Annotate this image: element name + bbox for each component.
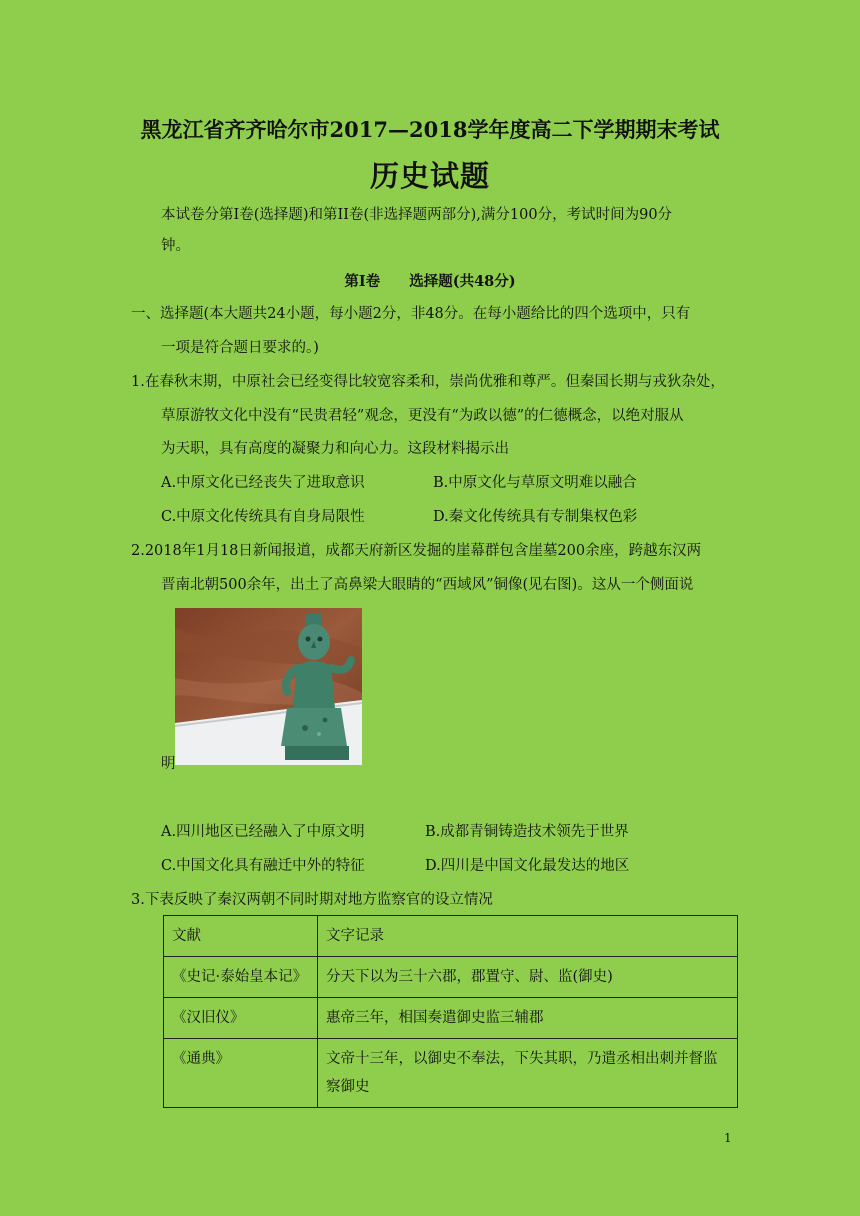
part-instructions-line-2: 一项是符合题日要求的。) [161, 340, 319, 356]
q1-stem-line-1: 1.在春秋末期，中原社会已经变得比较宽容柔和，崇尚优雅和尊严。但秦国长期与戎狄杂处， [131, 374, 725, 390]
q1-option-c: C.中原文化传统具有自身局限性 [161, 509, 365, 525]
bronze-figurine-photo [175, 608, 362, 765]
table-row [164, 957, 738, 998]
q2-stem-line-1: 2.2018年1月18日新闻报道，成都天府新区发掘的崖幕群包含崖墓200余座，跨越东汉两 [131, 543, 702, 559]
q3-stem: 3.下表反映了秦汉两朝不同时期对地方监察官的设立情况 [131, 892, 493, 908]
exam-title: 黑龙江省齐齐哈尔市2017—2018学年度高二下学期期末考试 [140, 117, 720, 142]
table-cell: 文帝十三年，以御史不奉法，下失其职，乃遣丞相出刺并督监察御史 [318, 1039, 738, 1108]
q1-option-a: A.中原文化已经丧失了进取意识 [161, 475, 365, 491]
table-header-row [164, 916, 738, 957]
part-instructions-line-1: 一、选择题(本大题共24小题，每小题2分，非48分。在每小题给比的四个选项中，只有 [131, 306, 691, 322]
q1-option-d: D.秦文化传统具有专制集权色彩 [433, 509, 638, 525]
q1-stem-line-3: 为天职，具有高度的凝聚力和向心力。这段材料揭示出 [161, 441, 509, 457]
table-cell: 《通典》 [164, 1039, 318, 1108]
q2-option-d: D.四川是中国文化最发达的地区 [425, 858, 630, 874]
section-name: 选择题(共48分) [409, 273, 516, 290]
exam-subject-title: 历史试题 [369, 159, 490, 193]
q2-stem-line-3: 明 [161, 756, 176, 772]
table-header-cell: 文字记录 [318, 916, 738, 957]
q2-option-a: A.四川地区已经融入了中原文明 [161, 824, 365, 840]
table-cell: 《汉旧仪》 [164, 998, 318, 1039]
table-cell: 惠帝三年，相国奏遣御史监三辅郡 [318, 998, 738, 1039]
section-label: 第Ⅰ卷 [344, 273, 381, 290]
intro-line-1: 本试卷分第Ⅰ卷(选择题)和第II卷(非选择题两部分),满分100分，考试时间为90分 [161, 207, 673, 223]
section-heading [0, 270, 860, 291]
page-number: 1 [724, 1131, 732, 1145]
q2-stem-line-2: 晋南北朝500余年，出土了高鼻梁大眼睛的“西域风”铜像(见右图)。这从一个侧面说 [161, 577, 694, 593]
intro-line-2: 钟。 [161, 238, 190, 254]
q3-table [163, 915, 738, 1108]
table-cell: 分天下以为三十六郡，郡置守、尉、监(御史) [318, 957, 738, 998]
q2-option-c: C.中国文化具有融迁中外的特征 [161, 858, 365, 874]
table-row [164, 1039, 738, 1108]
q2-option-b: B.成都青铜铸造技术领先于世界 [425, 824, 629, 840]
table-cell: 《史记·泰始皇本记》 [164, 957, 318, 998]
table-header-cell: 文献 [164, 916, 318, 957]
q1-stem-line-2: 草原游牧文化中没有“民贵君轻”观念，更没有“为政以德”的仁德概念，以绝对服从 [161, 408, 684, 424]
table-row [164, 998, 738, 1039]
q1-option-b: B.中原文化与草原文明难以融合 [433, 475, 637, 491]
